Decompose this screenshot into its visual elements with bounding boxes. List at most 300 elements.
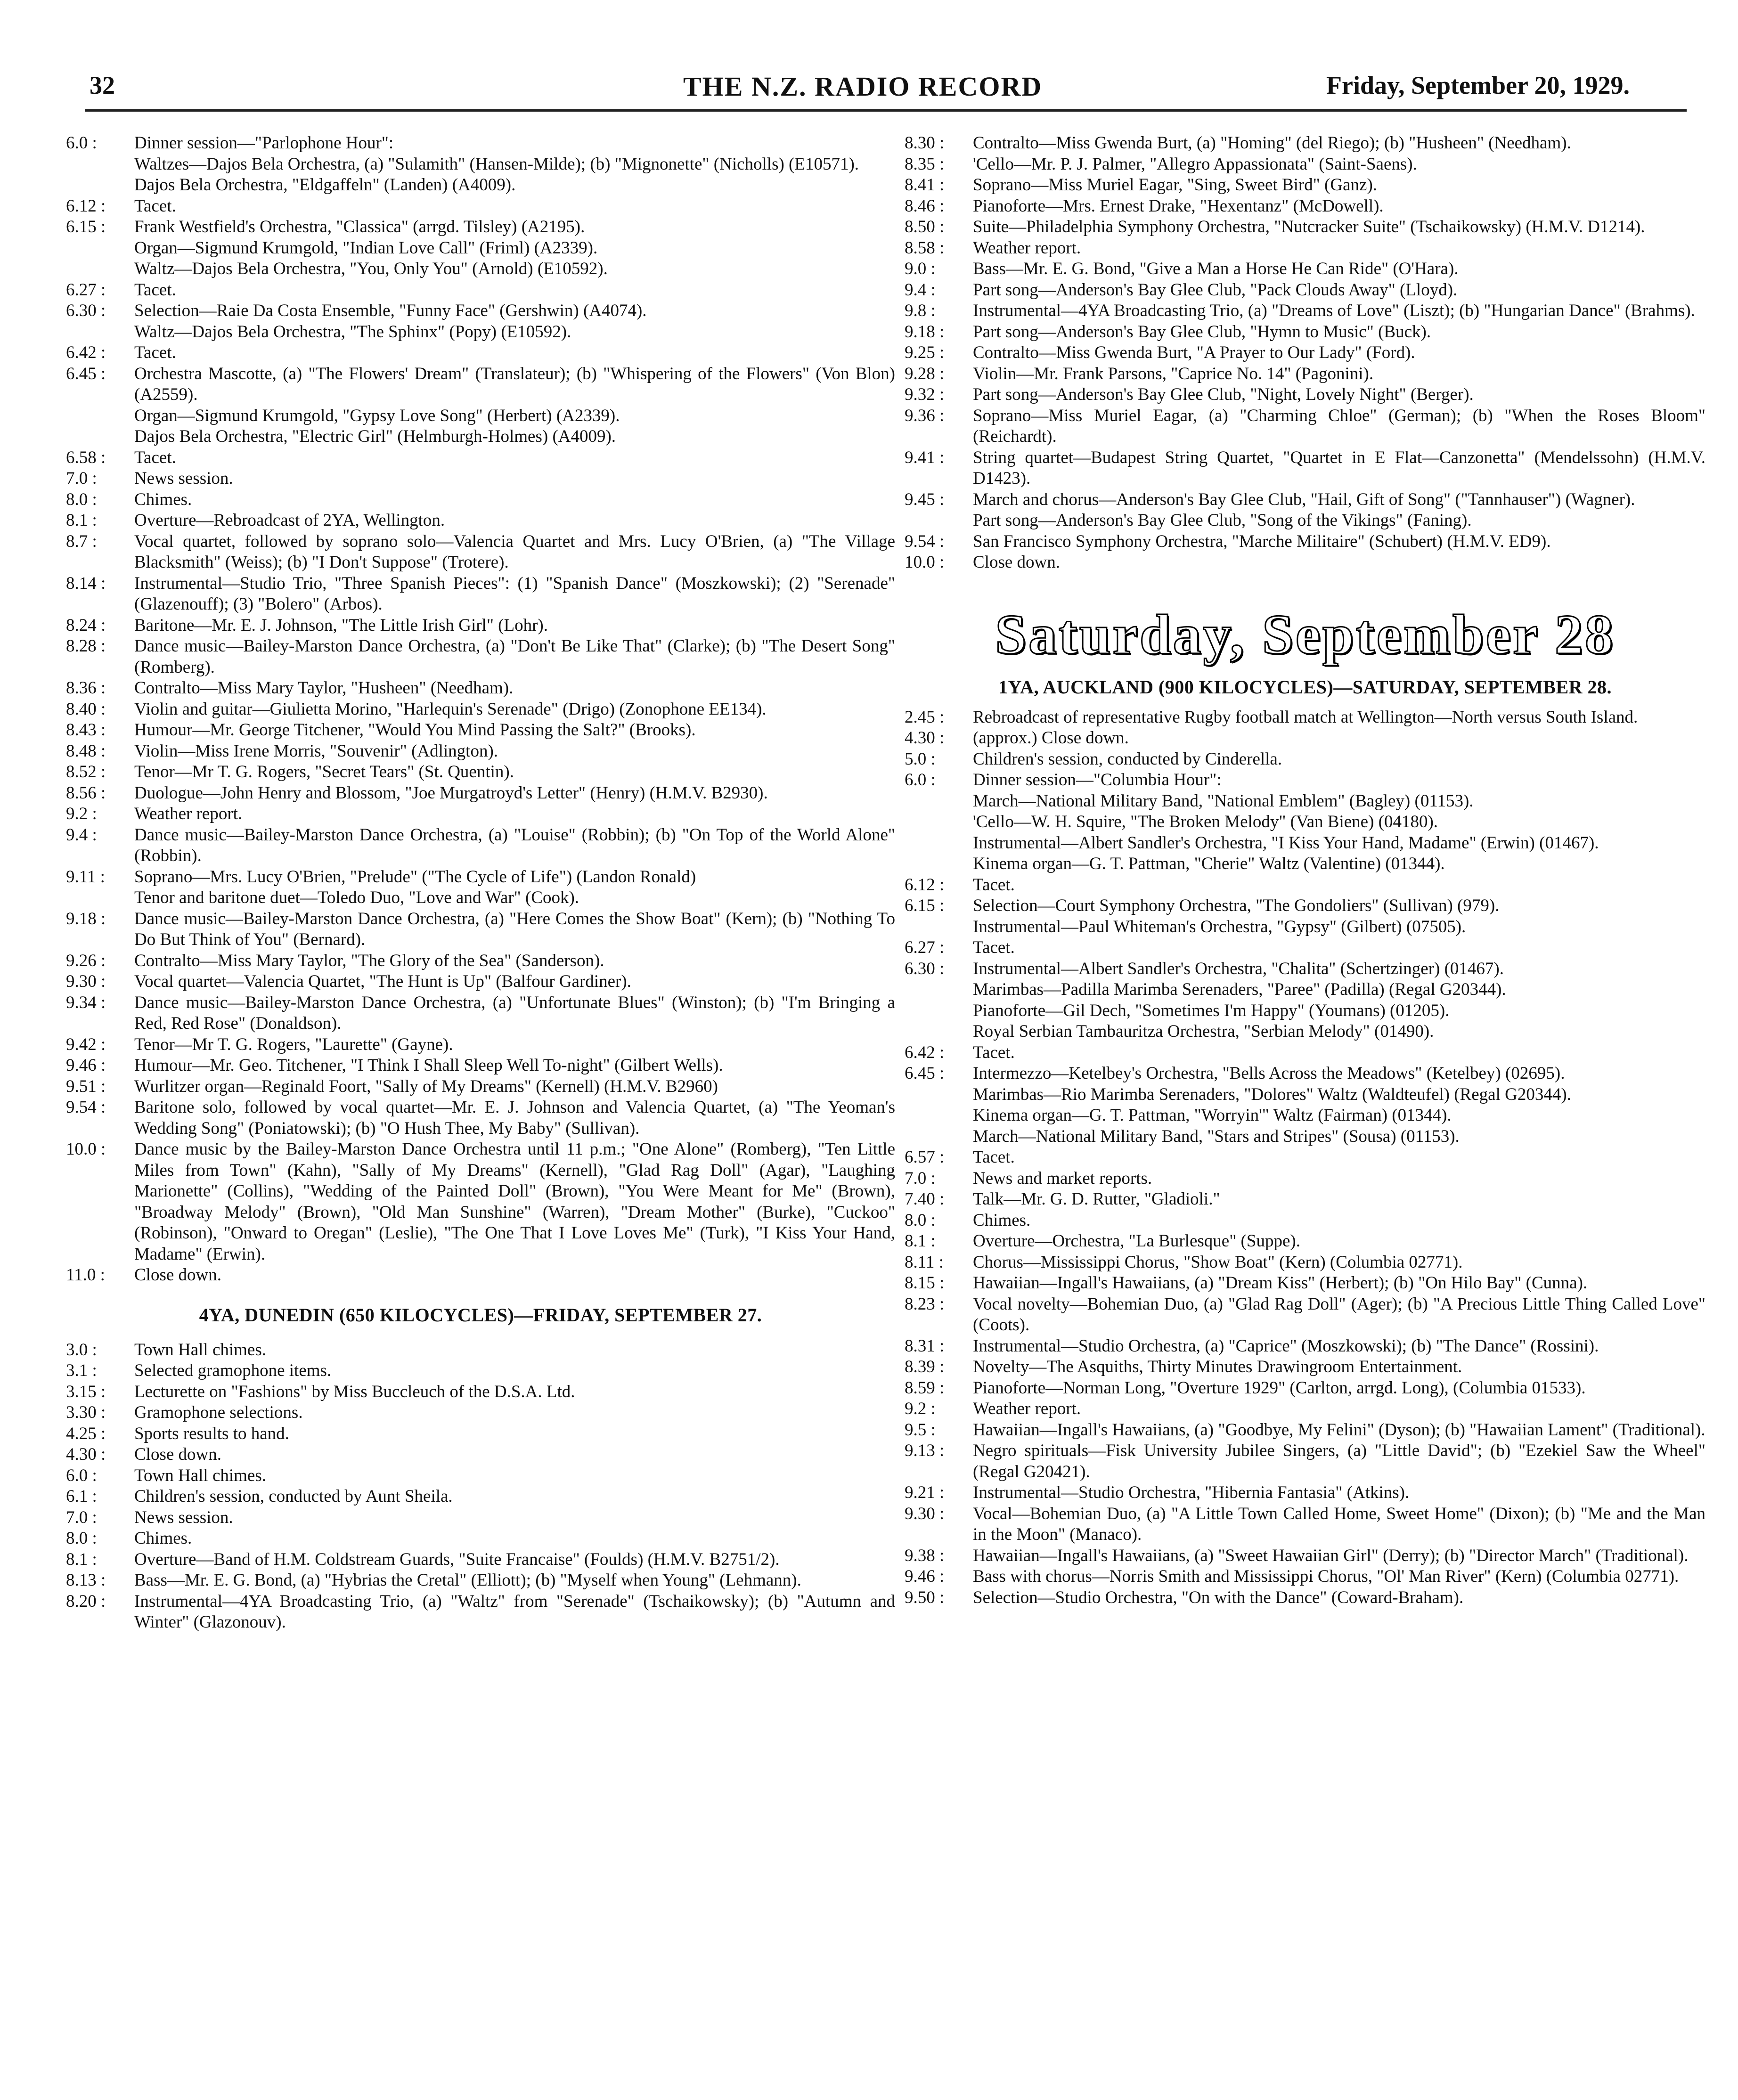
programme-item [905,791,1705,812]
programme-item [905,322,1705,343]
programme-text: Selection—Court Symphony Orchestra, "The Gondoliers" (Sullivan) (979). [973,896,1500,915]
programme-text: Wurlitzer organ—Reginald Foort, "Sally of My Dreams" (Kernell) (H.M.V. B2960) [134,1076,718,1096]
programme-item [905,489,1705,511]
programme-item [66,804,895,825]
programme-text: Tacet. [973,1148,1015,1167]
programme-text: Marimbas—Padilla Marimba Serenaders, "Paree" (Padilla) (Regal G20344). [973,980,1506,999]
programme-text: Frank Westfield's Orchestra, "Classica" (arrgd. Tilsley) (A2195). [134,217,585,236]
programme-time: 8.31 : [905,1336,945,1356]
programme-item [905,280,1705,301]
programme-time: 7.40 : [905,1189,945,1209]
programme-time: 6.0 : [66,133,97,153]
programme-text: Contralto—Miss Gwenda Burt, (a) "Homing" (del Riego); (b) "Husheen" (Needham). [973,133,1571,153]
programme-item [66,783,895,804]
programme-item [905,707,1705,728]
programme-item [905,833,1705,854]
programme-time [905,1021,973,1042]
station-heading-1ya: 1YA, AUCKLAND (900 KILOCYCLES)—SATURDAY, SEPTEMBER 28. [998,676,1612,698]
programme-time: 8.56 : [66,783,106,803]
programme-time: 8.15 : [905,1273,945,1293]
programme-text: Overture—Rebroadcast of 2YA, Wellington. [134,511,445,530]
programme-text: News and market reports. [973,1168,1152,1188]
programme-text: Humour—Mr. Geo. Titchener, "I Think I Shall Sleep Well To-night" (Gilbert Wells). [134,1056,723,1075]
programme-time [905,917,973,938]
programme-time: 8.13 : [66,1571,106,1590]
programme-time: 9.30 : [66,972,106,991]
programme-text: March and chorus—Anderson's Bay Glee Club, "Hail, Gift of Song" ("Tannhauser") (Wagner). [973,489,1635,509]
programme-item [905,1168,1705,1189]
programme-time: 8.1 : [905,1231,936,1251]
programme-time: 6.42 : [905,1042,945,1062]
programme-text: Tenor—Mr T. G. Rogers, "Secret Tears" (St. Quentin). [134,762,514,781]
programme-text: Vocal quartet, followed by soprano solo—Valencia Quartet and Mrs. Lucy O'Brien, (a) "The Village Blacksmith" (Weiss); (b) "I Don't Suppose" (Trotere). [134,531,895,572]
programme-time [905,1105,973,1126]
programme-item [66,1055,895,1076]
programme-text: Part song—Anderson's Bay Glee Club, "Pack Clouds Away" (Lloyd). [973,280,1458,300]
programme-text: Tenor—Mr T. G. Rogers, "Laurette" (Gayne). [134,1034,453,1054]
programme-time: 9.38 : [905,1546,945,1565]
programme-time: 9.45 : [905,489,945,509]
programme-text: Rebroadcast of representative Rugby football match at Wellington—North versus South Island. [973,707,1638,727]
programme-item [905,770,1705,791]
programme-time [905,812,973,833]
programme-text: Dance music by the Bailey-Marston Dance Orchestra until 11 p.m.; "One Alone" (Romberg), "Ten Little Miles from Town" (Kahn), "Sally of My Dreams" (Kernell), "Glad Rag Doll" (Agar), "Laughing Marionette" (Collins), "Wedding of the Painted Doll" (Brown), "You Were Meant for Me" (Brown), "Broadway Melody" (Brown), "Old Man Sunshine" (Warren), "Dream Mother" (Burke), "Cuckoo" (Robinson), "Onward to Oregan" (Leslie), "The One That I Love Loves Me" (Turk), "I Kiss Your Hand, Madame" (Erwin). [134,1140,895,1264]
programme-text: Pianoforte—Mrs. Ernest Drake, "Hexentanz" (McDowell). [973,196,1384,216]
programme-item [905,1126,1705,1148]
programme-text: Sports results to hand. [134,1424,289,1443]
programme-time: 11.0 : [66,1265,105,1285]
programme-item [905,875,1705,896]
programme-item [66,322,895,343]
programme-text: Bass—Mr. E. G. Bond, "Give a Man a Horse He Can Ride" (O'Hara). [973,259,1459,278]
programme-time: 3.30 : [66,1403,106,1422]
programme-item [905,1273,1705,1294]
programme-item [905,728,1705,749]
header-rule [85,109,1687,112]
programme-time: 3.0 : [66,1340,97,1359]
programme-text: Violin and guitar—Giulietta Morino, "Harlequin's Serenade" (Drigo) (Zonophone EE134). [134,699,767,719]
programme-item [905,1210,1705,1231]
programme-time: 8.1 : [66,1549,97,1569]
programme-time: 8.59 : [905,1378,945,1398]
programme-item [905,959,1705,980]
programme-item [905,1294,1705,1336]
programme-text: Weather report. [973,238,1081,258]
programme-time: 8.39 : [905,1357,945,1376]
programme-item [66,1265,895,1286]
programme-text: Baritone solo, followed by vocal quartet—Mr. E. J. Johnson and Valencia Quartet, (a) "The Yeoman's Wedding Song" (Poniatowski); (b) "O Hush Thee, My Baby" (Sullivan). [134,1098,895,1138]
programme-item [905,259,1705,280]
programme-item [66,1097,895,1139]
programme-text: Dajos Bela Orchestra, "Electric Girl" (Helmburgh-Holmes) (A4009). [134,427,616,446]
programme-time: 9.41 : [905,448,945,467]
programme-time: 10.0 : [66,1140,106,1159]
programme-item [905,531,1705,553]
programme-time: 6.12 : [905,875,945,895]
programme-time: 9.46 : [905,1567,945,1586]
programme-text: Soprano—Mrs. Lucy O'Brien, "Prelude" ("The Cycle of Life") (Landon Ronald) [134,867,696,887]
programme-text: San Francisco Symphony Orchestra, "Marche Militaire" (Schubert) (H.M.V. ED9). [973,531,1551,551]
programme-list-friday-continued [66,133,895,1286]
programme-text: March—National Military Band, "Stars and Stripes" (Sousa) (01153). [973,1126,1460,1146]
programme-item [66,1591,895,1633]
programme-text: Kinema organ—G. T. Pattman, "Cherie" Waltz (Valentine) (01344). [973,854,1445,873]
programme-text: Waltzes—Dajos Bela Orchestra, (a) "Sulamith" (Hansen-Milde); (b) "Mignonette" (Nicholls) (E10571). [134,154,859,174]
programme-item [66,825,895,867]
programme-item [66,762,895,783]
programme-text: Part song—Anderson's Bay Glee Club, "Song of the Vikings" (Faning). [973,511,1472,530]
programme-item [66,1340,895,1361]
programme-text: Negro spirituals—Fisk University Jubilee Singers, (a) "Little David"; (b) "Ezekiel Saw the Wheel" (Regal G20421). [973,1441,1705,1481]
programme-text: (approx.) Close down. [973,728,1129,748]
programme-text: Instrumental—Studio Orchestra, (a) "Caprice" (Moszkowski); (b) "The Dance" (Rossini). [973,1336,1599,1356]
programme-item [66,573,895,615]
programme-time: 2.45 : [905,707,945,727]
programme-text: 'Cello—Mr. P. J. Palmer, "Allegro Appassionata" (Saint-Saens). [973,154,1417,174]
programme-item [905,384,1705,406]
programme-text: Duologue—John Henry and Blossom, "Joe Murgatroyd's Letter" (Henry) (H.M.V. B2930). [134,783,768,803]
programme-time: 8.14 : [66,573,106,593]
programme-item [66,217,895,238]
page-number: 32 [90,71,115,99]
programme-list-1ya [905,707,1705,1609]
masthead-title: THE N.Z. RADIO RECORD [683,71,1043,102]
programme-item [66,133,895,154]
programme-item [66,636,895,678]
programme-item [66,154,895,175]
programme-item [905,1420,1705,1441]
programme-time: 6.58 : [66,448,106,467]
programme-text: Tenor and baritone duet—Toledo Duo, "Love and War" (Cook). [134,888,579,907]
programme-text: Organ—Sigmund Krumgold, "Indian Love Call" (Friml) (A2339). [134,238,598,258]
programme-text: Humour—Mr. George Titchener, "Would You Mind Passing the Salt?" (Brooks). [134,720,696,740]
programme-time: 9.13 : [905,1441,945,1460]
programme-item [905,1546,1705,1567]
programme-text: Chimes. [134,1529,192,1548]
programme-text: Kinema organ—G. T. Pattman, "Worryin'" Waltz (Fairman) (01344). [973,1106,1452,1125]
programme-text: Chimes. [134,489,192,509]
programme-time [66,154,134,175]
programme-time: 8.20 : [66,1591,106,1611]
programme-time: 8.46 : [905,196,945,216]
programme-item [66,1570,895,1591]
station-heading-4ya: 4YA, DUNEDIN (650 KILOCYCLES)—FRIDAY, SEPTEMBER 27. [199,1304,762,1326]
programme-text: Waltz—Dajos Bela Orchestra, "The Sphinx" (Popy) (E10592). [134,322,571,342]
programme-time: 6.30 : [905,959,945,978]
programme-time: 6.57 : [905,1148,945,1167]
programme-time: 8.30 : [905,133,945,153]
programme-time: 6.27 : [905,938,945,957]
programme-time: 9.26 : [66,951,106,970]
programme-text: Vocal—Bohemian Duo, (a) "A Little Town Called Home, Sweet Home" (Dixon); (b) "Me and the Man in the Moon" (Manaco). [973,1504,1705,1544]
programme-item [905,1441,1705,1482]
programme-time: 8.23 : [905,1294,945,1314]
programme-text: Close down. [134,1445,221,1464]
programme-time [66,175,134,196]
programme-time [66,887,134,909]
programme-text: Organ—Sigmund Krumgold, "Gypsy Love Song" (Herbert) (A2339). [134,406,620,425]
programme-item [905,364,1705,385]
programme-time [905,1084,973,1106]
programme-time: 9.8 : [905,301,936,320]
programme-item [66,175,895,196]
programme-text: Close down. [973,553,1060,572]
programme-item [905,1252,1705,1273]
programme-item [66,887,895,909]
programme-item [905,812,1705,833]
programme-time: 6.42 : [66,343,106,362]
programme-text: Gramophone selections. [134,1403,303,1422]
day-heading: Saturday, September 28 [995,602,1615,666]
programme-item [66,699,895,720]
programme-list-4ya [66,1340,895,1633]
programme-time: 9.11 : [66,867,105,887]
programme-time: 8.58 : [905,238,945,258]
programme-item [66,468,895,489]
programme-time: 6.12 : [66,196,106,216]
programme-item [905,196,1705,217]
programme-text: 'Cello—W. H. Squire, "The Broken Melody" (Van Biene) (04180). [973,812,1438,831]
programme-time [66,259,134,280]
programme-item [66,1360,895,1382]
programme-time: 8.0 : [66,489,97,509]
programme-text: Royal Serbian Tambauritza Orchestra, "Serbian Melody" (01490). [973,1022,1434,1041]
programme-item [905,1147,1705,1168]
programme-time [905,979,973,1001]
programme-text: Overture—Orchestra, "La Burlesque" (Suppe). [973,1231,1300,1251]
programme-text: Chorus—Mississippi Chorus, "Show Boat" (Kern) (Columbia 02771). [973,1252,1463,1272]
programme-time: 8.40 : [66,699,106,719]
programme-time: 8.52 : [66,762,106,781]
programme-item [905,1587,1705,1609]
programme-text: Instrumental—Albert Sandler's Orchestra, "Chalita" (Schertzinger) (01467). [973,959,1504,978]
programme-text: Tacet. [134,448,176,467]
programme-item [66,531,895,573]
programme-time [905,791,973,812]
programme-item [905,133,1705,154]
programme-item [66,1465,895,1487]
programme-item [66,1034,895,1056]
programme-item [905,1189,1705,1210]
programme-time: 6.30 : [66,301,106,320]
programme-item [66,1382,895,1403]
programme-text: Intermezzo—Ketelbey's Orchestra, "Bells Across the Meadows" (Ketelbey) (02695). [973,1064,1565,1083]
programme-item [66,406,895,427]
programme-time [905,1126,973,1148]
programme-time: 6.45 : [905,1064,945,1083]
programme-time [905,510,973,531]
programme-text: Instrumental—Paul Whiteman's Orchestra, "Gypsy" (Gilbert) (07505). [973,917,1466,936]
programme-text: Bass with chorus—Norris Smith and Mississippi Chorus, "Ol' Man River" (Kern) (Columbia 02771). [973,1567,1679,1586]
programme-item [905,1021,1705,1042]
programme-text: Tacet. [973,875,1015,895]
programme-time: 9.34 : [66,993,106,1012]
programme-time: 10.0 : [905,553,945,572]
programme-item [905,1105,1705,1126]
programme-item [66,615,895,636]
programme-text: Instrumental—4YA Broadcasting Trio, (a) "Dreams of Love" (Liszt); (b) "Hungarian Dance" (Brahms). [973,301,1695,320]
programme-time: 9.25 : [905,343,945,362]
programme-time: 9.36 : [905,406,945,425]
programme-time [905,1001,973,1022]
programme-item [66,678,895,699]
programme-time: 9.54 : [905,531,945,551]
programme-text: News session. [134,469,233,488]
programme-time: 8.43 : [66,720,106,740]
programme-time: 8.28 : [66,636,106,656]
programme-time [905,854,973,875]
programme-time: 8.48 : [66,741,106,761]
programme-text: Hawaiian—Ingall's Hawaiians, (a) "Dream Kiss" (Herbert); (b) "On Hilo Bay" (Cunna). [973,1273,1588,1293]
programme-item [66,301,895,322]
programme-item [66,1402,895,1424]
programme-time: 6.0 : [905,770,936,790]
programme-time [66,322,134,343]
programme-item [66,280,895,301]
programme-time: 8.50 : [905,217,945,236]
programme-text: Dance music—Bailey-Marston Dance Orchestra, (a) "Don't Be Like That" (Clarke); (b) "The Desert Song" (Romberg). [134,636,895,677]
programme-text: Instrumental—Studio Trio, "Three Spanish Pieces": (1) "Spanish Dance" (Moszkowski); (2) "Serenade" (Glazenouff); (3) "Bolero" (Arbos). [134,573,895,614]
programme-text: Orchestra Mascotte, (a) "The Flowers' Dream" (Translateur); (b) "Whispering of the Flowers" (Von Blon) (A2559). [134,364,895,404]
programme-item [905,1566,1705,1587]
programme-item [905,552,1705,573]
programme-item [905,1231,1705,1252]
programme-text: Selection—Studio Orchestra, "On with the Dance" (Coward-Braham). [973,1587,1464,1607]
programme-text: Overture—Band of H.M. Coldstream Guards, "Suite Francaise" (Foulds) (H.M.V. B2751/2). [134,1549,780,1569]
programme-time: 9.5 : [905,1420,936,1440]
programme-time: 3.1 : [66,1361,97,1380]
programme-text: Selection—Raie Da Costa Ensemble, "Funny Face" (Gershwin) (A4074). [134,301,647,320]
programme-text: Pianoforte—Norman Long, "Overture 1929" (Carlton, arrgd. Long), (Columbia 01533). [973,1378,1586,1398]
programme-time [905,833,973,854]
programme-text: Town Hall chimes. [134,1340,266,1359]
programme-item [905,1357,1705,1378]
programme-text: Contralto—Miss Gwenda Burt, "A Prayer to Our Lady" (Ford). [973,343,1415,362]
programme-time: 7.0 : [66,1507,97,1527]
programme-item [66,1139,895,1265]
programme-item [66,1076,895,1098]
programme-time: 9.2 : [905,1399,936,1418]
programme-item [905,979,1705,1001]
programme-text: Part song—Anderson's Bay Glee Club, "Hymn to Music" (Buck). [973,322,1431,342]
programme-time: 6.45 : [66,364,106,383]
programme-text: Weather report. [973,1399,1081,1418]
programme-time: 9.21 : [905,1483,945,1502]
programme-text: Weather report. [134,804,243,823]
programme-item [905,406,1705,448]
programme-item [66,971,895,993]
programme-item [905,510,1705,531]
programme-item [66,1528,895,1549]
programme-item [905,448,1705,489]
programme-text: Contralto—Miss Mary Taylor, "Husheen" (Needham). [134,678,514,698]
programme-time: 8.1 : [66,511,97,530]
programme-time [66,238,134,259]
programme-item [66,489,895,511]
programme-time: 7.0 : [905,1168,936,1188]
programme-time: 9.42 : [66,1034,106,1054]
programme-text: Children's session, conducted by Cinderella. [973,749,1282,769]
programme-item [905,937,1705,959]
programme-time: 9.0 : [905,259,936,278]
programme-item [66,1549,895,1571]
programme-item [66,238,895,259]
programme-list-4ya-continued [905,133,1705,573]
programme-item [905,1504,1705,1546]
programme-text: Violin—Mr. Frank Parsons, "Caprice No. 14" (Pagonini). [973,364,1374,383]
programme-item [905,238,1705,259]
programme-item [905,217,1705,238]
programme-text: Instrumental—Studio Orchestra, "Hibernia Fantasia" (Atkins). [973,1483,1410,1502]
programme-text: Part song—Anderson's Bay Glee Club, "Night, Lovely Night" (Berger). [973,385,1474,404]
programme-item [66,867,895,888]
programme-item [66,364,895,406]
programme-text: Children's session, conducted by Aunt Sheila. [134,1487,453,1506]
programme-item [66,1486,895,1507]
programme-text: Soprano—Miss Muriel Eagar, "Sing, Sweet Bird" (Ganz). [973,175,1378,195]
programme-item [66,1507,895,1529]
programme-time: 9.30 : [905,1504,945,1523]
programme-text: Pianoforte—Gil Dech, "Sometimes I'm Happy" (Youmans) (01205). [973,1001,1450,1020]
programme-time: 6.27 : [66,280,106,300]
programme-time: 5.0 : [905,749,936,769]
programme-item [905,175,1705,196]
programme-time: 8.24 : [66,615,106,635]
programme-time: 8.0 : [905,1210,936,1230]
programme-time: 4.30 : [905,728,945,748]
programme-time: 9.46 : [66,1056,106,1075]
programme-item [66,951,895,972]
programme-item [905,154,1705,175]
programme-text: Dance music—Bailey-Marston Dance Orchestra, (a) "Here Comes the Show Boat" (Kern); (b) "Nothing To Do But Think of You" (Bernard). [134,909,895,949]
programme-item [66,448,895,469]
programme-item [66,1424,895,1445]
programme-text: Novelty—The Asquiths, Thirty Minutes Drawingroom Entertainment. [973,1357,1462,1376]
programme-text: Tacet. [134,280,176,300]
programme-item [905,917,1705,938]
programme-item [66,426,895,448]
programme-text: Hawaiian—Ingall's Hawaiians, (a) "Sweet Hawaiian Girl" (Derry); (b) "Director March" (Traditional). [973,1546,1689,1565]
programme-time: 9.4 : [905,280,936,300]
right-column [905,133,1705,1608]
programme-item [905,1001,1705,1022]
programme-text: Dajos Bela Orchestra, "Eldgaffeln" (Landen) (A4009). [134,175,516,195]
programme-item [905,1063,1705,1084]
programme-text: Lecturette on "Fashions" by Miss Buccleuch of the D.S.A. Ltd. [134,1382,575,1401]
programme-item [905,1336,1705,1357]
programme-time: 8.41 : [905,175,945,195]
programme-text: Dinner session—"Columbia Hour": [973,770,1222,790]
programme-time: 9.18 : [66,909,106,928]
programme-time: 9.18 : [905,322,945,342]
programme-item [66,720,895,741]
programme-time [66,406,134,427]
programme-text: Tacet. [134,343,176,362]
programme-text: Suite—Philadelphia Symphony Orchestra, "Nutcracker Suite" (Tschaikowsky) (H.M.V. D1214). [973,217,1645,236]
programme-time: 6.15 : [905,896,945,915]
programme-item [905,1042,1705,1064]
programme-text: Talk—Mr. G. D. Rutter, "Gladioli." [973,1189,1220,1209]
programme-text: Contralto—Miss Mary Taylor, "The Glory of the Sea" (Sanderson). [134,951,604,970]
left-column [66,133,895,1633]
programme-time: 9.32 : [905,385,945,404]
programme-item [905,1482,1705,1504]
programme-time: 8.0 : [66,1529,97,1548]
programme-time: 6.0 : [66,1465,97,1485]
programme-time: 8.36 : [66,678,106,698]
programme-text: Soprano—Miss Muriel Eagar, (a) "Charming Chloe" (German); (b) "When the Roses Bloom" (Reichardt). [973,406,1705,446]
programme-time: 7.0 : [66,469,97,488]
